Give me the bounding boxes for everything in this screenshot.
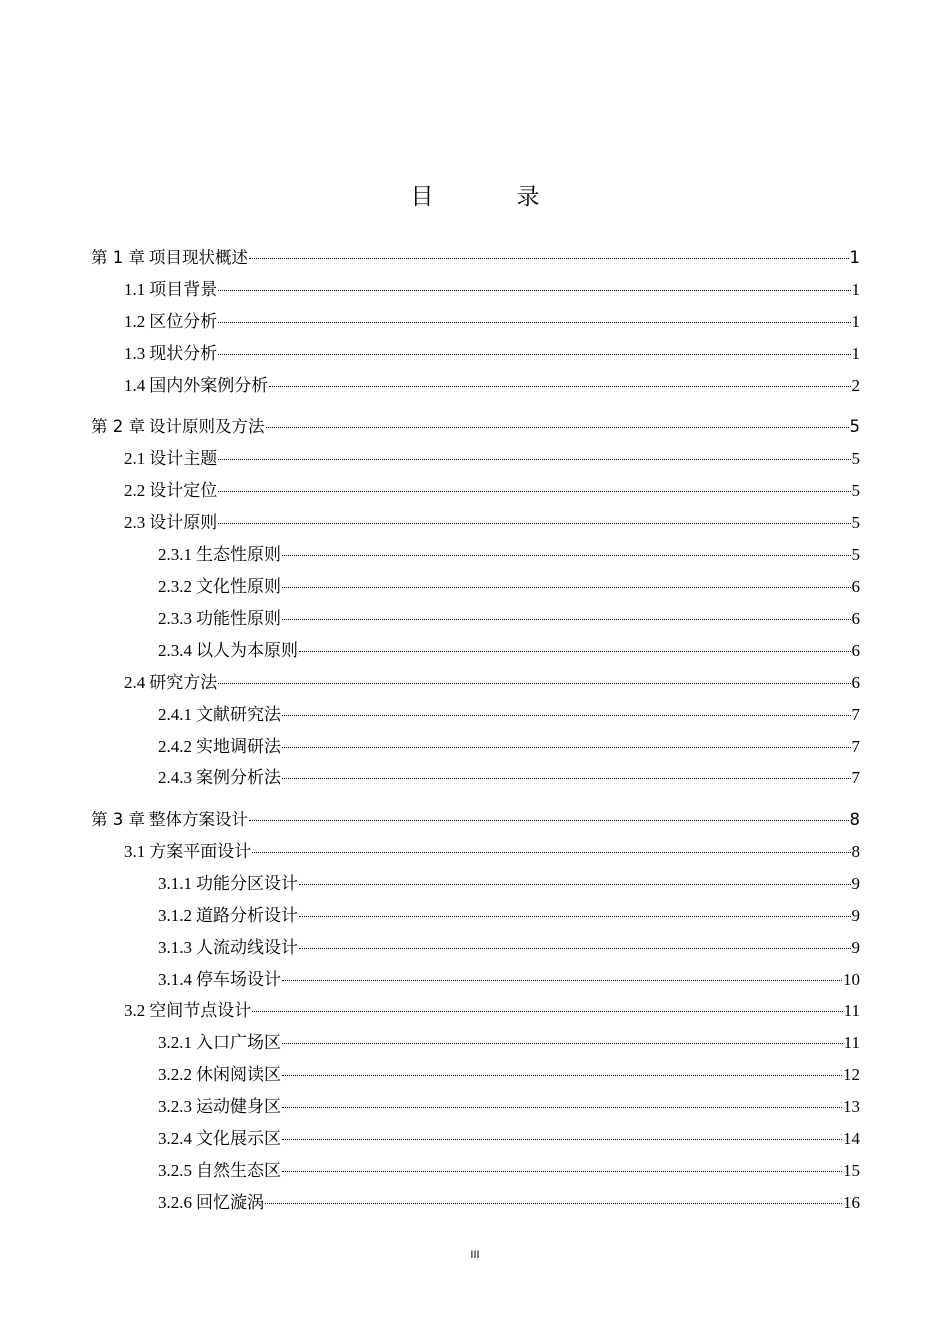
toc-entry-title: 停车场设计 [196,970,281,989]
toc-entry-title: 功能性原则 [196,609,281,628]
toc-leader-dots [282,1075,842,1076]
toc-leader-dots [218,491,850,492]
toc-entry-page: 16 [843,1193,860,1212]
toc-entry[interactable] [124,512,860,534]
toc-entry-page: 11 [843,1001,860,1020]
toc-entry[interactable] [158,736,860,758]
toc-entry-title: 休闲阅读区 [196,1065,281,1084]
toc-entry-number: 2.3.4 [158,641,192,660]
toc-entry-page: 15 [843,1161,860,1180]
toc-entry-title: 研究方法 [149,673,218,692]
toc-entry-page: 1 [851,344,860,363]
toc-entry[interactable] [158,1128,860,1150]
toc-leader-dots [252,852,850,853]
toc-entry-title: 国内外案例分析 [149,376,269,395]
toc-leader-dots [282,1043,843,1044]
toc-entry-number: 3.2.4 [158,1129,192,1148]
toc-entry-number: 3.2 [124,1001,146,1020]
toc-entry-title: 设计原则 [149,513,218,532]
toc-entry[interactable] [124,1000,860,1022]
toc-entry-title: 自然生态区 [196,1161,281,1180]
toc-entry[interactable] [158,1192,860,1214]
toc-entry[interactable] [158,873,860,895]
toc-entry-page: 5 [851,545,860,564]
toc-entry-number: 第 3 章 [91,810,145,829]
toc-entry-page: 7 [851,768,860,787]
toc-entry-title: 空间节点设计 [149,1001,252,1020]
toc-leader-dots [282,747,851,748]
toc-entry-title: 区位分析 [149,312,218,331]
toc-leader-dots [218,459,850,460]
toc-entry-page: 9 [851,874,860,893]
toc-entry-number: 3.1.3 [158,938,192,957]
toc-entry-number: 1.4 [124,376,146,395]
toc-entry[interactable] [124,311,860,333]
toc-entry-number: 2.3 [124,513,146,532]
toc-leader-dots [282,619,851,620]
toc-entry-page: 1 [851,280,860,299]
toc-entry-number: 3.2.2 [158,1065,192,1084]
toc-entry-title: 功能分区设计 [196,874,298,893]
toc-entry[interactable] [158,1160,860,1182]
toc-entry-title: 整体方案设计 [149,810,248,829]
toc-entry-page: 12 [843,1065,860,1084]
toc-leader-dots [282,555,851,556]
toc-entry-page: 5 [851,513,860,532]
page-title: 目 录 [410,184,570,210]
toc-entry[interactable] [158,1032,860,1054]
toc-entry-number: 3.2.5 [158,1161,192,1180]
toc-leader-dots [249,258,849,259]
toc-entry-number: 1.3 [124,344,146,363]
toc-entry-number: 2.1 [124,449,146,468]
toc-entry-number: 2.4.3 [158,768,192,787]
toc-entry-title: 实地调研法 [196,737,281,756]
toc-entry-page: 6 [851,673,860,692]
toc-entry[interactable] [158,576,860,598]
toc-leader-dots [218,354,850,355]
toc-entry-title: 项目背景 [149,280,218,299]
toc-entry-number: 3.2.6 [158,1193,192,1212]
toc-leader-dots [269,386,850,387]
toc-entry-number: 2.4.1 [158,705,192,724]
toc-entry-number: 2.3.2 [158,577,192,596]
toc-entry-page: 1 [849,248,860,267]
toc-entry[interactable] [91,247,860,269]
toc-entry[interactable] [124,480,860,502]
toc-entry-page: 9 [851,906,860,925]
toc-leader-dots [282,778,851,779]
toc-entry[interactable] [158,1096,860,1118]
toc-entry[interactable] [158,544,860,566]
toc-entry[interactable] [124,279,860,301]
toc-entry-title: 设计原则及方法 [149,417,265,436]
toc-entry-page: 14 [843,1129,860,1148]
toc-entry-title: 文化展示区 [196,1129,281,1148]
toc-entry-title: 案例分析法 [196,768,281,787]
toc-entry-title: 道路分析设计 [196,906,298,925]
toc-entry-title: 文献研究法 [196,705,281,724]
toc-entry-page: 2 [851,376,860,395]
toc-entry-page: 5 [851,481,860,500]
toc-entry-number: 3.1.4 [158,970,192,989]
toc-leader-dots [282,1171,842,1172]
toc-entry-number: 2.3.1 [158,545,192,564]
toc-entry-page: 8 [849,810,860,829]
toc-entry-title: 设计主题 [149,449,218,468]
toc-entry-number: 2.4 [124,673,146,692]
toc-entry[interactable] [124,841,860,863]
toc-entry-page: 8 [851,842,860,861]
toc-entry-page: 1 [851,312,860,331]
toc-entry-title: 回忆漩涡 [196,1193,264,1212]
toc-entry[interactable] [124,672,860,694]
toc-entry[interactable] [124,343,860,365]
toc-entry-title: 设计定位 [149,481,218,500]
toc-entry-page: 7 [851,737,860,756]
toc-entry[interactable] [91,809,860,831]
toc-leader-dots [299,916,851,917]
toc-entry-title: 以人为本原则 [196,641,298,660]
toc-entry-page: 6 [851,609,860,628]
toc-entry[interactable] [124,448,860,470]
toc-entry-number: 第 1 章 [91,248,145,267]
toc-entry-number: 3.2.3 [158,1097,192,1116]
toc-leader-dots [249,820,849,821]
toc-leader-dots [299,884,851,885]
toc-entry-number: 3.1.1 [158,874,192,893]
toc-leader-dots [282,1107,842,1108]
toc-entry[interactable] [158,608,860,630]
toc-entry-title: 方案平面设计 [149,842,252,861]
toc-entry-page: 5 [849,417,860,436]
toc-leader-dots [218,322,850,323]
toc-entry[interactable] [158,937,860,959]
toc-entry-number: 第 2 章 [91,417,145,436]
toc-entry-page: 5 [851,449,860,468]
toc-entry-number: 3.1 [124,842,146,861]
toc-entry-title: 人流动线设计 [196,938,298,957]
toc-leader-dots [252,1011,842,1012]
toc-entry[interactable] [158,704,860,726]
toc-leader-dots [282,587,851,588]
toc-leader-dots [218,523,850,524]
toc-entry-title: 生态性原则 [196,545,281,564]
toc-leader-dots [299,948,851,949]
toc-entry[interactable] [158,905,860,927]
toc-entry-number: 3.2.1 [158,1033,192,1052]
toc-leader-dots [218,683,850,684]
toc-entry-page: 11 [843,1033,860,1052]
toc-entry[interactable] [158,640,860,662]
toc-entry[interactable] [158,1064,860,1086]
toc-entry-page: 13 [843,1097,860,1116]
toc-entry-title: 项目现状概述 [149,248,248,267]
toc-leader-dots [299,651,851,652]
toc-entry-number: 2.4.2 [158,737,192,756]
toc-entry-number: 1.1 [124,280,146,299]
toc-leader-dots [282,1139,842,1140]
footer-page-number: III [470,1249,480,1261]
toc-entry-title: 文化性原则 [196,577,281,596]
toc-leader-dots [266,427,849,428]
toc-entry[interactable] [91,416,860,438]
toc-entry-page: 7 [851,705,860,724]
toc-entry[interactable] [124,375,860,397]
toc-leader-dots [282,980,842,981]
toc-leader-dots [282,715,851,716]
toc-entry[interactable] [158,767,860,789]
toc-entry-number: 1.2 [124,312,146,331]
toc-entry-number: 3.1.2 [158,906,192,925]
toc-entry-title: 现状分析 [149,344,218,363]
toc-entry-page: 6 [851,577,860,596]
toc-leader-dots [265,1203,842,1204]
toc-entry-page: 10 [843,970,860,989]
toc-entry-page: 6 [851,641,860,660]
toc-entry-number: 2.2 [124,481,146,500]
toc-entry[interactable] [158,969,860,991]
toc-entry-title: 入口广场区 [196,1033,281,1052]
toc-entry-page: 9 [851,938,860,957]
toc-entry-title: 运动健身区 [196,1097,281,1116]
toc-leader-dots [218,290,850,291]
toc-entry-number: 2.3.3 [158,609,192,628]
